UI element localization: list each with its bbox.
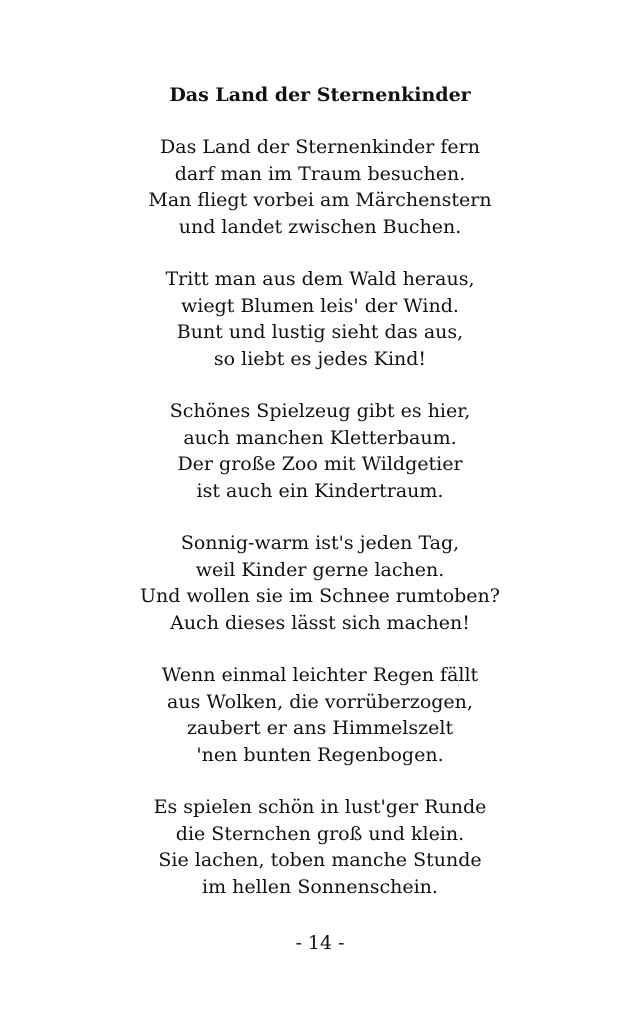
poem-body (0, 134, 640, 926)
poem-line: darf man im Traum besuchen. (174, 162, 466, 185)
poem-line: auch manchen Kletterbaum. (183, 426, 457, 449)
poem-line: Es spielen schön in lust'ger Runde (153, 796, 487, 818)
poem-line: Schönes Spielzeug gibt es hier, (169, 400, 471, 422)
poem-line: die Sternchen groß und klein. (175, 822, 465, 845)
poem-line: aus Wolken, die vorrüberzogen, (167, 690, 473, 713)
poem-line: Und wollen sie im Schnee rumtoben? (140, 585, 500, 607)
poem-line: Der große Zoo mit Wildgetier (177, 453, 463, 475)
poem-line: zaubert er ans Himmelszelt (186, 717, 454, 739)
poem-line: Sonnig-warm ist's jeden Tag, (180, 532, 460, 554)
poem-line: 'nen bunten Regenbogen. (196, 743, 444, 766)
poem-title: Das Land der Sternenkinder (169, 84, 471, 106)
stanza-3 (0, 398, 640, 504)
stanza-4 (0, 530, 640, 636)
poem-line: im hellen Sonnenschein. (202, 875, 438, 898)
stanza-6 (0, 794, 640, 900)
poem-line: Wenn einmal leichter Regen fällt (161, 664, 479, 686)
page-number: - 14 - (295, 932, 345, 954)
poem-line: ist auch ein Kindertraum. (196, 479, 444, 502)
poem-line: Tritt man aus dem Wald heraus, (165, 268, 475, 290)
poem-line: Bunt und lustig sieht das aus, (176, 321, 464, 343)
poem-line: und landet zwischen Buchen. (178, 215, 462, 238)
poem-line: Man fliegt vorbei am Märchenstern (148, 189, 492, 211)
poem-line: Sie lachen, toben manche Stunde (158, 849, 482, 871)
poem-line: Auch dieses lässt sich machen! (170, 611, 470, 634)
poem-line: Das Land der Sternenkinder fern (160, 136, 480, 158)
stanza-2 (0, 266, 640, 372)
poem-line: weil Kinder gerne lachen. (195, 558, 445, 581)
poem-line: wiegt Blumen leis' der Wind. (181, 294, 459, 317)
stanza-1 (0, 134, 640, 240)
stanza-5 (0, 662, 640, 768)
poem-line: so liebt es jedes Kind! (213, 347, 427, 370)
